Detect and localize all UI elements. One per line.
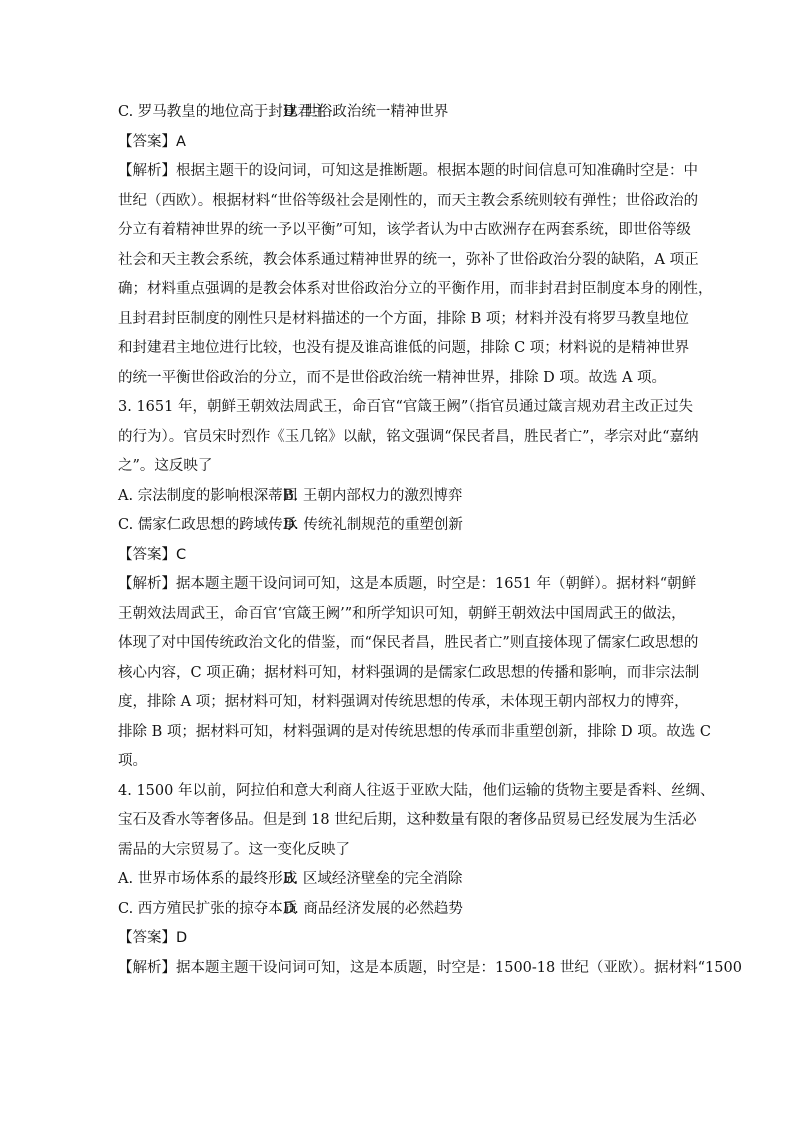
analysis-line: 和封建君主地位进行比较，也没有提及谁高谁低的问题，排除 C 项；材料说的是精神世界 xyxy=(118,340,690,356)
answer-label: 【答案】D xyxy=(118,930,188,946)
analysis-line: 度，排除 A 项；据材料可知，材料强调对传统思想的传承，未体现王朝内部权力的博弈， xyxy=(118,694,689,710)
question-4-stem: 宝石及香水等奢侈品。但是到 18 世纪后期，这种数量有限的奢侈品贸易已经发展为生活必 xyxy=(118,812,697,828)
option-c: C. 罗马教皇的地位高于封建君主 xyxy=(118,104,327,120)
analysis-line: 排除 B 项；据材料可知，材料强调的是对传统思想的传承而非重塑创新，排除 D 项。故选 C xyxy=(118,723,711,740)
option-d: D. 商品经济发展的必然趋势 xyxy=(283,900,463,917)
option-d: D. 传统礼制规范的重塑创新 xyxy=(283,517,463,533)
question-4-stem: 4. 1500 年以前，阿拉伯和意大利商人往返于亚欧大陆，他们运输的货物主要是香料、丝绸、 xyxy=(118,782,715,799)
question-4-stem: 需品的大宗贸易了。这一变化反映了 xyxy=(118,841,350,858)
analysis-line: 的统一平衡世俗政治的分立，而不是世俗政治统一精神世界，排除 D 项。故选 A 项。 xyxy=(118,369,667,386)
question-3-stem: 3. 1651 年，朝鲜王朝效法周武王，命百官“官箴王阙”（指官员通过箴言规劝君主改正过失 xyxy=(118,399,694,415)
options-row xyxy=(118,98,678,128)
answer-label: 【答案】C xyxy=(118,546,187,563)
question-3-stem: 之”。这反映了 xyxy=(118,458,213,474)
options-row xyxy=(118,482,678,512)
options-row xyxy=(118,895,678,925)
analysis-line: 【解析】根据主题干的设问词，可知这是推断题。根据本题的时间信息可知准确时空是：中 xyxy=(118,163,698,179)
option-a: A. 世界市场体系的最终形成 xyxy=(118,871,298,887)
options-row xyxy=(118,511,678,541)
analysis-line: 分立有着精神世界的统一予以平衡”可知，该学者认为中古欧洲存在两套系统，即世俗等级 xyxy=(118,222,691,238)
option-d: D. 世俗政治统一精神世界 xyxy=(283,104,449,120)
document-page xyxy=(118,98,742,983)
analysis-line: 社会和天主教会系统，教会体系通过精神世界的统一，弥补了世俗政治分裂的缺陷，A 项正 xyxy=(118,251,699,268)
question-3-stem: 的行为）。官员宋时烈作《玉几铭》以献，铭文强调“保民者昌，胜民者亡”，孝宗对此“嘉纳 xyxy=(118,428,699,445)
analysis-line: 【解析】据本题主题干设问词可知，这是本质题，时空是：1651 年（朝鲜）。据材料“朝鲜 xyxy=(118,576,697,592)
analysis-line: 【解析】据本题主题干设问词可知，这是本质题，时空是：1500-18 世纪（亚欧）。据材料“1500 xyxy=(118,959,742,976)
option-b: B. 区域经济壁垒的完全消除 xyxy=(283,871,463,887)
options-row xyxy=(118,865,678,895)
option-a: A. 宗法制度的影响根深蒂固 xyxy=(118,487,298,504)
analysis-line: 项。 xyxy=(118,753,147,769)
analysis-line: 王朝效法周武王，命百官‘官箴王阙’”和所学知识可知，朝鲜王朝效法中国周武王的做法， xyxy=(118,605,686,622)
analysis-line: 且封君封臣制度的刚性只是材料描述的一个方面，排除 B 项；材料并没有将罗马教皇地位 xyxy=(118,310,689,327)
analysis-line: 体现了对中国传统政治文化的借鉴，而“保民者昌，胜民者亡”则直接体现了儒家仁政思想的 xyxy=(118,635,699,651)
analysis-line: 核心内容，C 项正确；据材料可知，材料强调的是儒家仁政思想的传播和影响，而非宗法制 xyxy=(118,664,700,681)
answer-label: 【答案】A xyxy=(118,133,186,150)
analysis-line: 确；材料重点强调的是教会体系对世俗政治分立的平衡作用，而非封君封臣制度本身的刚性， xyxy=(118,281,713,297)
analysis-line: 世纪（西欧）。根据材料“世俗等级社会是刚性的，而天主教会系统则较有弹性；世俗政治的 xyxy=(118,192,699,209)
option-b: B. 王朝内部权力的激烈博弈 xyxy=(283,487,463,504)
option-c: C. 西方殖民扩张的掠夺本质 xyxy=(118,900,298,917)
option-c: C. 儒家仁政思想的跨域传承 xyxy=(118,517,298,533)
